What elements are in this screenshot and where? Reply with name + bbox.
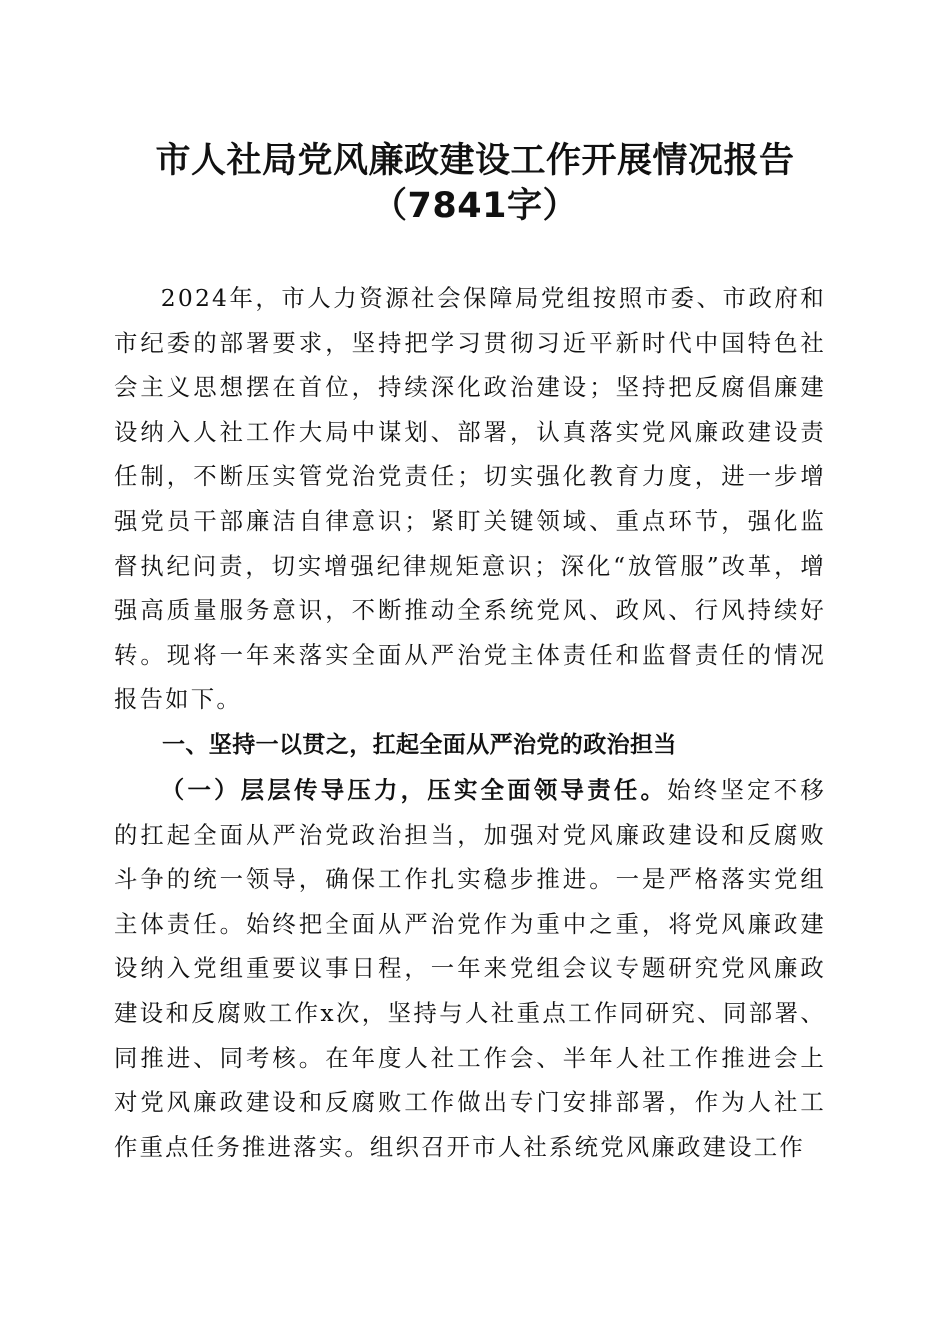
document-word-count: （7841字） (372, 186, 578, 226)
intro-paragraph: 2024年，市人力资源社会保障局党组按照市委、市政府和市纪委的部署要求，坚持把学习贯彻习近平新时代中国特色社会主义思想摆在首位，持续深化政治建设；坚持把反腐倡廉建设纳入人社工作大局中谋划、部署，认真落实党风廉政建设责任制，不断压实管党治党责任；切实强化教育力度，进一步增强党员干部廉洁自律意识；紧盯关键领域、重点环节，强化监督执纪问责，切实增强纪律规矩意识；深化“放管服”改革，增强高质量服务意识，不断推动全系统党风、政风、行风持续好转。现将一年来落实全面从严治党主体责任和监督责任的情况报告如下。 (114, 284, 826, 714)
document-title: 市人社局党风廉政建设工作开展情况报告 (155, 141, 795, 181)
subsection-heading: （一）层层传导压力，压实全面领导责任。 (160, 776, 668, 804)
section-heading: 一、坚持一以贯之，扛起全面从严治党的政治担当 (162, 732, 677, 758)
subsection-paragraph (114, 768, 826, 1169)
subsection-body: 始终坚定不移的扛起全面从严治党政治担当，加强对党风廉政建设和反腐败斗争的统一领导，确保工作扎实稳步推进。一是严格落实党组主体责任。始终把全面从严治党作为重中之重，将党风廉政建设纳入党组重要议事日程，一年来党组会议专题研究党风廉政建设和反腐败工作x次，坚持与人社重点工作同研究、同部署、同推进、同考核。在年度人社工作会、半年人社工作推进会上对党风廉政建设和反腐败工作做出专门安排部署，作为人社工作重点任务推进落实。组织召开市人社系统党风廉政建设工作 (114, 776, 826, 1161)
